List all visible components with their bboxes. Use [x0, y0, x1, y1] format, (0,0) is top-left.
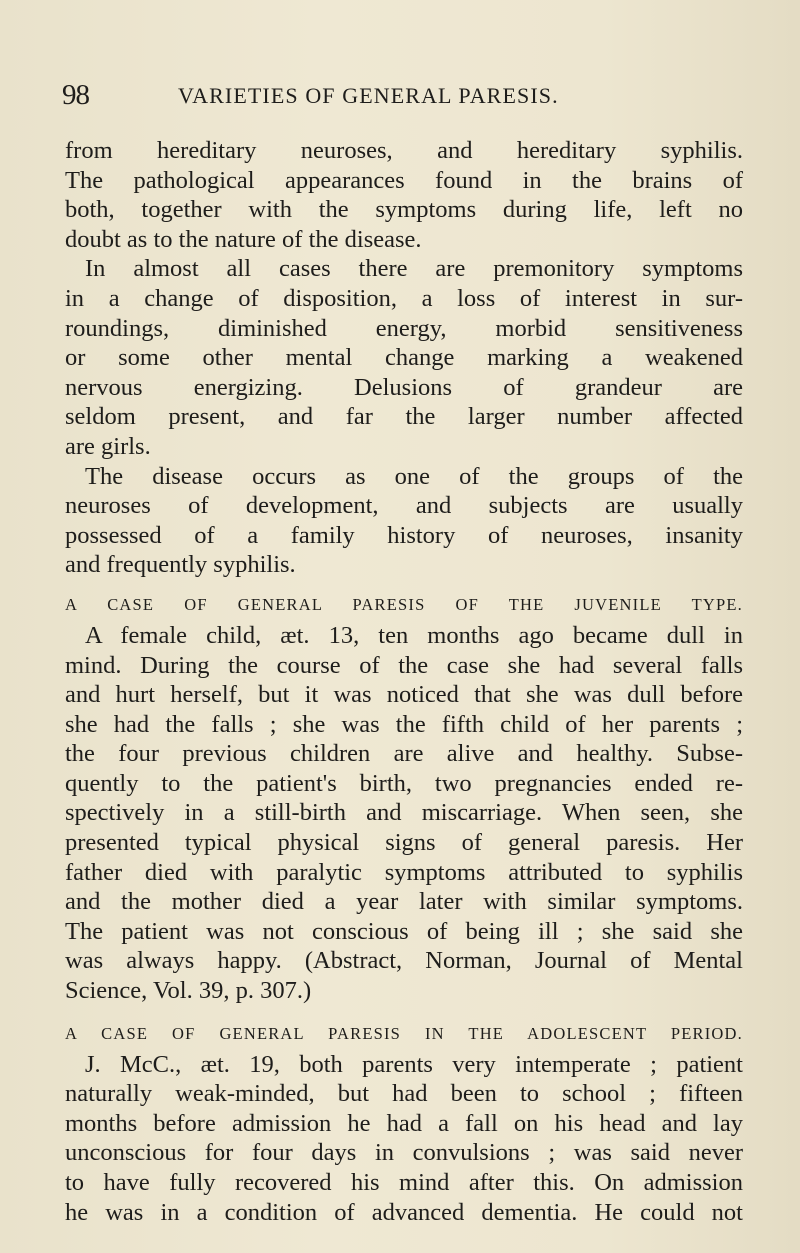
text-line: the four previous children are alive and healthy. Subse- [65, 740, 743, 768]
text-line: A female child, æt. 13, ten months ago became dull in [85, 621, 743, 649]
running-title: VARIETIES OF GENERAL PARESIS. [178, 83, 559, 108]
text-line: and the mother died a year later with similar symptoms. [65, 888, 743, 916]
text-line: father died with paralytic symptoms attributed to syphilis [65, 858, 743, 886]
text-line: mind. During the course of the case she had several falls [65, 651, 743, 679]
text-line: The pathological appearances found in the brains of [65, 166, 743, 194]
text-line: The disease occurs as one of the groups of the [85, 462, 743, 490]
text-line: presented typical physical signs of general paresis. Her [65, 829, 743, 857]
paragraph [65, 462, 743, 580]
section-heading-adolescent: A CASE OF GENERAL PARESIS IN THE ADOLESCENT PERIOD. [65, 1023, 743, 1043]
text-line: she had the falls ; she was the fifth child of her parents ; [65, 710, 743, 738]
text-line: quently to the patient's birth, two pregnancies ended re- [65, 769, 743, 797]
text-line: doubt as to the nature of the disease. [65, 225, 422, 253]
text-line: are girls. [65, 432, 151, 460]
text-line: nervous energizing. Delusions of grandeur are [65, 373, 743, 401]
text-line: both, together with the symptoms during life, left no [65, 196, 743, 224]
text-line: months before admission he had a fall on his head and lay [65, 1109, 743, 1137]
body-text [65, 136, 743, 1227]
text-line: possessed of a family history of neuroses, insanity [65, 521, 743, 549]
text-line: or some other mental change marking a weakened [65, 344, 743, 372]
text-line: In almost all cases there are premonitory symptoms [85, 255, 743, 283]
text-line: roundings, diminished energy, morbid sensitiveness [65, 314, 743, 342]
text-line: and hurt herself, but it was noticed that she was dull before [65, 681, 743, 709]
text-line: J. McC., æt. 19, both parents very intemperate ; patient [85, 1050, 743, 1078]
paragraph [65, 254, 743, 461]
text-line: and frequently syphilis. [65, 551, 296, 579]
text-line: from hereditary neuroses, and hereditary syphilis. [65, 137, 743, 164]
text-line: seldom present, and far the larger number affected [65, 403, 743, 431]
section-heading-juvenile: A CASE OF GENERAL PARESIS OF THE JUVENILE TYPE. [65, 594, 743, 614]
paragraph [65, 621, 743, 1006]
text-line: to have fully recovered his mind after this. On admission [65, 1169, 743, 1196]
text-line: neuroses of development, and subjects are usually [65, 492, 743, 520]
page-number: 98 [62, 79, 89, 111]
text-line: was always happy. (Abstract, Norman, Journal of Mental [65, 947, 743, 975]
text-line: he was in a condition of advanced dementia. He could not [65, 1198, 743, 1226]
paragraph [65, 136, 743, 254]
paragraph [65, 1050, 743, 1228]
text-line: unconscious for four days in convulsions ; was said never [65, 1139, 743, 1167]
page-header [62, 78, 740, 118]
text-line: naturally weak-minded, but had been to school ; fifteen [65, 1080, 743, 1108]
text-line: Science, Vol. 39, p. 307.) [65, 977, 312, 1005]
text-line: The patient was not conscious of being ill ; she said she [65, 917, 743, 945]
text-line: spectively in a still-birth and miscarriage. When seen, she [65, 799, 743, 827]
text-line: in a change of disposition, a loss of interest in sur- [65, 284, 743, 312]
